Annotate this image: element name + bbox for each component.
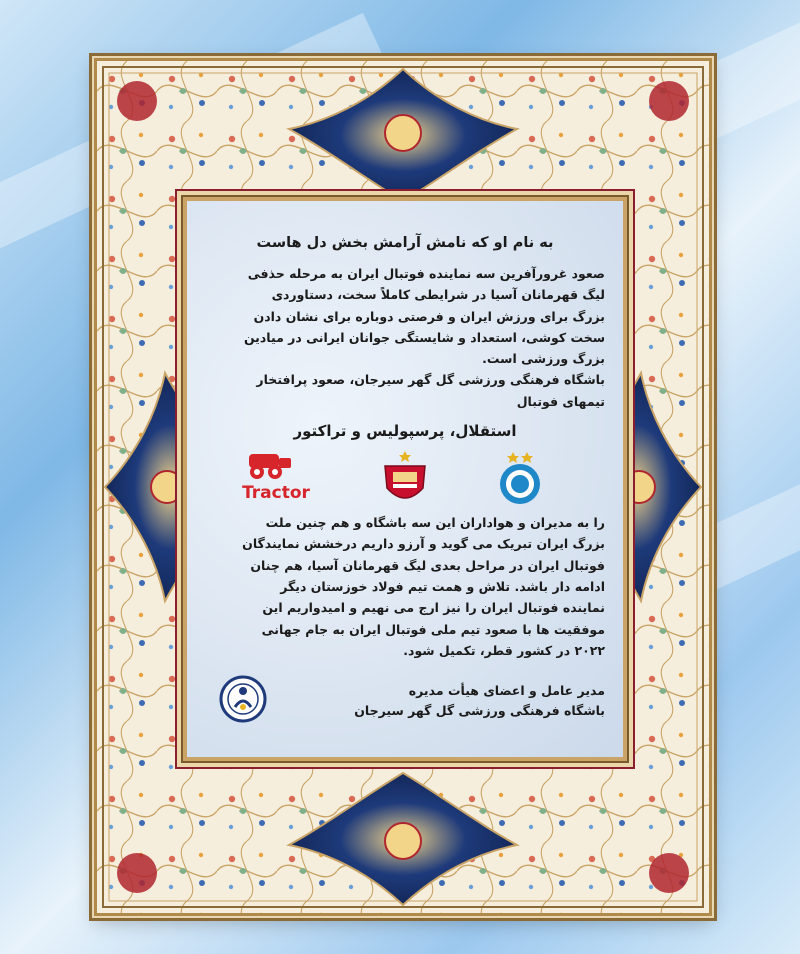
text-line: بزرگ ایران تبریک می گوید و آرزو داریم درخشش نمایندگان — [242, 536, 605, 552]
paragraph-congratulations — [205, 263, 605, 412]
teams-title: استقلال، پرسپولیس و تراکتور — [293, 422, 517, 441]
signature-block — [209, 675, 605, 729]
esteghlal-logo — [497, 450, 543, 506]
text-line: صعود غرورآفرین سه نماینده فوتبال ایران به مرحله حذفی — [247, 266, 605, 281]
text-line: نماینده فوتبال ایران را نیز ارج می نهیم و امیدواریم این — [262, 600, 605, 616]
text-line: بزرگ ورزشی است. — [482, 351, 605, 367]
gol-gohar-club-logo — [219, 675, 267, 723]
message-panel — [183, 197, 627, 761]
text-line: ۲۰۲۲ در کشور قطر، تکمیل شود. — [403, 642, 605, 658]
text-line: فوتبال ایران در مراحل بعدی لیگ قهرمانان آسیا، هم چنان — [250, 557, 605, 573]
persepolis-logo — [381, 450, 429, 508]
tractor-logo — [235, 450, 317, 504]
text-line: تیمهای فوتبال — [516, 393, 605, 409]
paragraph-wishes — [205, 512, 605, 661]
text-line: ادامه دار باشد. تلاش و همت تیم فولاد خوزستان دیگر — [280, 578, 605, 594]
tractor-wordmark: Tractor — [242, 483, 310, 504]
text-line: را به مدیران و هواداران این سه باشگاه و هم چنین ملت — [265, 515, 605, 531]
signature-text — [354, 681, 605, 721]
signature-title: مدیر عامل و اعضای هیأت مدیره — [408, 683, 605, 698]
text-line: بزرگ برای ورزش ایران و فرصتی دوباره برای نشان دادن — [253, 308, 605, 324]
text-line: موفقیت ها با صعود تیم ملی فوتبال ایران به جام جهانی — [261, 621, 605, 637]
signature-club: باشگاه فرهنگی ورزشی گل گهر سیرجان — [354, 703, 605, 718]
text-line: باشگاه فرهنگی ورزشی گل گهر سیرجان، صعود پرافتخار — [256, 372, 605, 388]
team-logos-row — [205, 448, 605, 506]
text-line: سخت کوشی، استعداد و شایستگی جوانان ایرانی در میادین — [243, 329, 605, 345]
text-line: لیگ قهرمانان آسیا در شرایطی کاملاً سخت، دستاوردی — [271, 287, 605, 303]
opening-heading: به نام او که نامش آرامش بخش دل هاست — [256, 235, 554, 251]
